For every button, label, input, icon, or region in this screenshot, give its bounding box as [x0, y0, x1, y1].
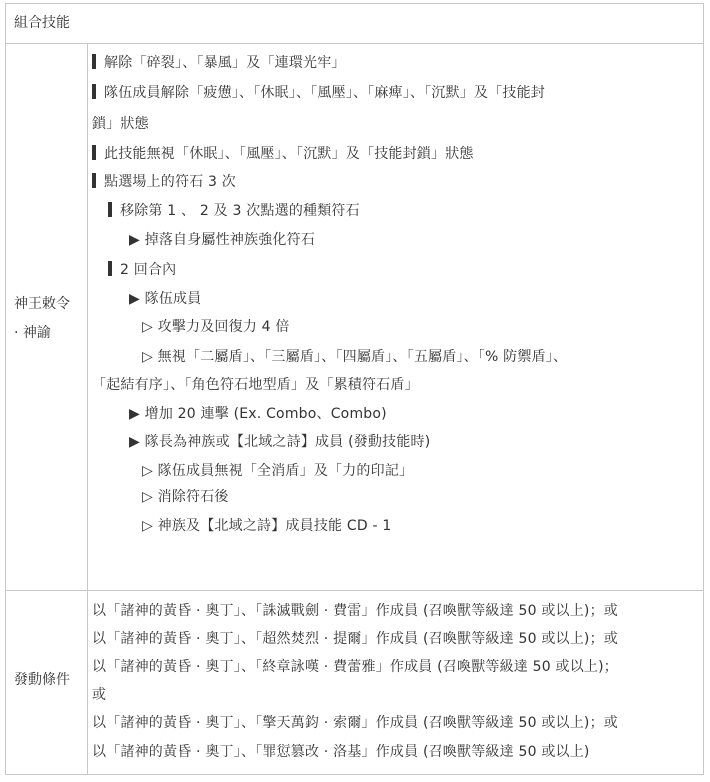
bullet-bar [92, 84, 96, 99]
desc-line: 解除「碎裂」、「暴風」及「連環光牢」 [92, 53, 346, 73]
desc-line: 隊伍成員解除「疲憊」、「休眠」、「風壓」、「麻痺」、「沉默」及「技能封 [92, 83, 545, 103]
condition-line: 以「諸神的黃昏 · 奧丁」、「超然焚烈 · 提爾」作成員 (召喚獸等級達 50 或以上)；或 [92, 631, 618, 647]
desc-line: ▷ 無視「二屬盾」、「三屬盾」、「四屬盾」、「五屬盾」、「% 防禦盾」、 [142, 349, 568, 365]
desc-line: ▶ 隊伍成員 [129, 291, 202, 307]
condition-line: 以「諸神的黃昏 · 奧丁」、「罪愆篡改 · 洛基」作成員 (召喚獸等級達 50 或以上) [92, 744, 590, 760]
skill-name-line: 神王敕令 [14, 296, 70, 312]
table-header [6, 4, 703, 44]
bullet-bar [108, 261, 112, 276]
desc-line: ▶ 增加 20 連擊 (Ex. Combo、Combo) [129, 406, 387, 422]
desc-line: ▷ 攻擊力及回復力 4 倍 [142, 319, 290, 335]
desc-line: 移除第 1 、 2 及 3 次點選的種類符石 [108, 201, 360, 221]
bullet-bar [108, 202, 112, 217]
desc-line: 「起結有序」、「角色符石地型盾」及「累積符石盾」 [92, 377, 419, 393]
desc-line: ▷ 隊伍成員無視「全消盾」及「力的印記」 [142, 463, 414, 479]
desc-line: ▷ 神族及【北域之詩】成員技能 CD - 1 [142, 518, 392, 534]
condition-line: 以「諸神的黃昏 · 奧丁」、「終章詠嘆 · 費蕾雅」作成員 (召喚獸等級達 50 或以上)； [92, 659, 618, 675]
row-divider [6, 590, 703, 591]
condition-label: 發動條件 [14, 672, 70, 688]
skill-name [14, 290, 70, 348]
bullet-bar [92, 54, 96, 69]
column-divider [87, 44, 88, 774]
desc-line: 點選場上的符石 3 次 [92, 172, 236, 192]
desc-line: 2 回合內 [108, 260, 176, 280]
bullet-bar [92, 145, 96, 160]
skill-table [5, 3, 704, 775]
desc-line: 此技能無視「休眠」、「風壓」、「沉默」及「技能封鎖」狀態 [92, 144, 474, 164]
header-title: 組合技能 [14, 15, 70, 31]
condition-line: 以「諸神的黃昏 · 奧丁」、「擎天萬鈞 · 索爾」作成員 (召喚獸等級達 50 或以上)；或 [92, 715, 618, 731]
desc-line: ▶ 隊長為神族或【北域之詩】成員 (發動技能時) [129, 434, 431, 450]
condition-line: 以「諸神的黃昏 · 奧丁」、「誅滅戰劍 · 費雷」作成員 (召喚獸等級達 50 或以上)；或 [92, 603, 618, 619]
desc-line: ▶ 掉落自身屬性神族強化符石 [129, 232, 316, 248]
desc-line: 鎖」狀態 [92, 116, 149, 132]
bullet-bar [92, 173, 96, 188]
condition-line: 或 [92, 687, 107, 703]
skill-name-line: · 神諭 [14, 325, 51, 341]
desc-line: ▷ 消除符石後 [142, 489, 229, 505]
